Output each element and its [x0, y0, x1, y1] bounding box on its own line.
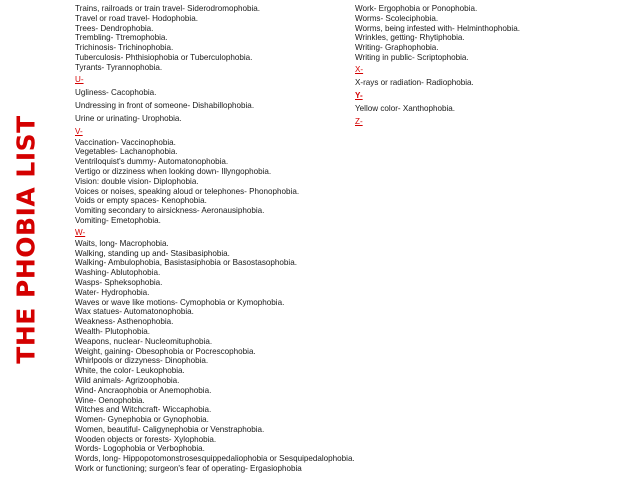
side-title [6, 0, 46, 478]
list-item: Waits, long- Macrophobia. [75, 238, 169, 248]
list-item: Witches and Witchcraft- Wiccaphobia. [75, 405, 212, 415]
section-header-x [355, 63, 625, 76]
list-item: Women- Gynephobia or Gynophobia. [75, 415, 209, 425]
section-header-w [75, 226, 345, 239]
list-item: Worms- Scoleciphobia. [355, 13, 439, 23]
list-item: Writing- Graphophobia. [355, 43, 439, 53]
list-item: Weakness- Asthenophobia. [75, 317, 174, 327]
list-item: Words- Logophobia or Verbophobia. [75, 444, 205, 454]
section-header-v [75, 125, 345, 138]
list-item: Women, beautiful- Caligynephobia or Venstraphobia. [75, 424, 265, 434]
list-item: White, the color- Leukophobia. [75, 366, 185, 376]
list-item: Writing in public- Scriptophobia. [355, 52, 469, 62]
list-item: Travel or road travel- Hodophobia. [75, 13, 198, 23]
list-item: Wax statues- Automatonophobia. [75, 307, 194, 317]
list-item: Whirlpools or dizzyness- Dinophobia. [75, 356, 209, 366]
list-item: Washing- Ablutophobia. [75, 268, 161, 278]
list-item: Yellow color- Xanthophobia. [355, 103, 456, 113]
list-item: Undressing in front of someone- Dishabillophobia. [75, 100, 255, 110]
list-item: Vegetables- Lachanophobia. [75, 147, 178, 157]
list-item: Voids or empty spaces- Kenophobia. [75, 196, 207, 206]
list-item: Wind- Ancraophobia or Anemophobia. [75, 385, 212, 395]
section-header-u [75, 73, 345, 86]
list-item: Water- Hydrophobia. [75, 287, 150, 297]
list-item: Work or functioning; surgeon's fear of operating- Ergasiophobia [75, 464, 302, 474]
list-item: Words, long- Hippopotomonstrosesquippedaliophobia or Sesquipedalophobia. [75, 454, 355, 464]
list-item: Wild animals- Agrizoophobia. [75, 375, 180, 385]
right-column [355, 4, 625, 128]
list-item: Vertigo or dizziness when looking down- Illyngophobia. [75, 166, 272, 176]
letter-u: U- [75, 74, 84, 84]
list-item: Walking- Ambulophobia, Basistasiphobia or Basostasophobia. [75, 258, 297, 268]
list-item: X-rays or radiation- Radiophobia. [355, 77, 474, 87]
list-item: Ugliness- Cacophobia. [75, 87, 157, 97]
list-item: Trichinosis- Trichinophobia. [75, 43, 174, 53]
letter-y: Y- [355, 90, 363, 100]
section-header-y [355, 89, 625, 102]
list-item: Tyrants- Tyrannophobia. [75, 62, 163, 72]
list-item: Waves or wave like motions- Cymophobia or Kymophobia. [75, 297, 285, 307]
side-title-text: THE PHOBIA LIST [11, 114, 41, 364]
list-item: Vision: double vision- Diplophobia. [75, 176, 199, 186]
list-item: Weight, gaining- Obesophobia or Pocrescophobia. [75, 346, 256, 356]
list-item: Wealth- Plutophobia. [75, 326, 150, 336]
list-item: Urine or urinating- Urophobia. [75, 113, 182, 123]
list-item: Vomiting secondary to airsickness- Aeronausiphobia. [75, 206, 265, 216]
left-column [75, 4, 355, 474]
list-item: Wrinkles, getting- Rhytiphobia. [355, 33, 465, 43]
letter-x: X- [355, 64, 364, 74]
list-item: Wooden objects or forests- Xylophobia. [75, 434, 217, 444]
list-item: Worms, being infested with- Helminthophobia. [355, 23, 520, 33]
list-item: Ventriloquist's dummy- Automatonophobia. [75, 157, 229, 167]
list-item: Tuberculosis- Phthisiophobia or Tuberculophobia. [75, 52, 253, 62]
list-item: Vomiting- Emetophobia. [75, 215, 161, 225]
list-item: Work- Ergophobia or Ponophobia. [355, 4, 478, 13]
list-item: Weapons, nuclear- Nucleomituphobia. [75, 336, 213, 346]
list-item: Voices or noises, speaking aloud or telephones- Phonophobia. [75, 186, 300, 196]
list-item: Trees- Dendrophobia. [75, 23, 154, 33]
list-item: Vaccination- Vaccinophobia. [75, 137, 176, 147]
list-item: Walking, standing up and- Stasibasiphobia. [75, 248, 230, 258]
list-item: Wine- Oenophobia. [75, 395, 145, 405]
letter-z: Z- [355, 116, 363, 126]
list-item: Wasps- Spheksophobia. [75, 277, 163, 287]
section-header-z [355, 115, 625, 128]
list-item: Trembling- Ttremophobia. [75, 33, 168, 43]
letter-w: W- [75, 227, 86, 237]
letter-v: V- [75, 126, 83, 136]
list-item: Trains, railroads or train travel- Siderodromophobia. [75, 4, 261, 13]
